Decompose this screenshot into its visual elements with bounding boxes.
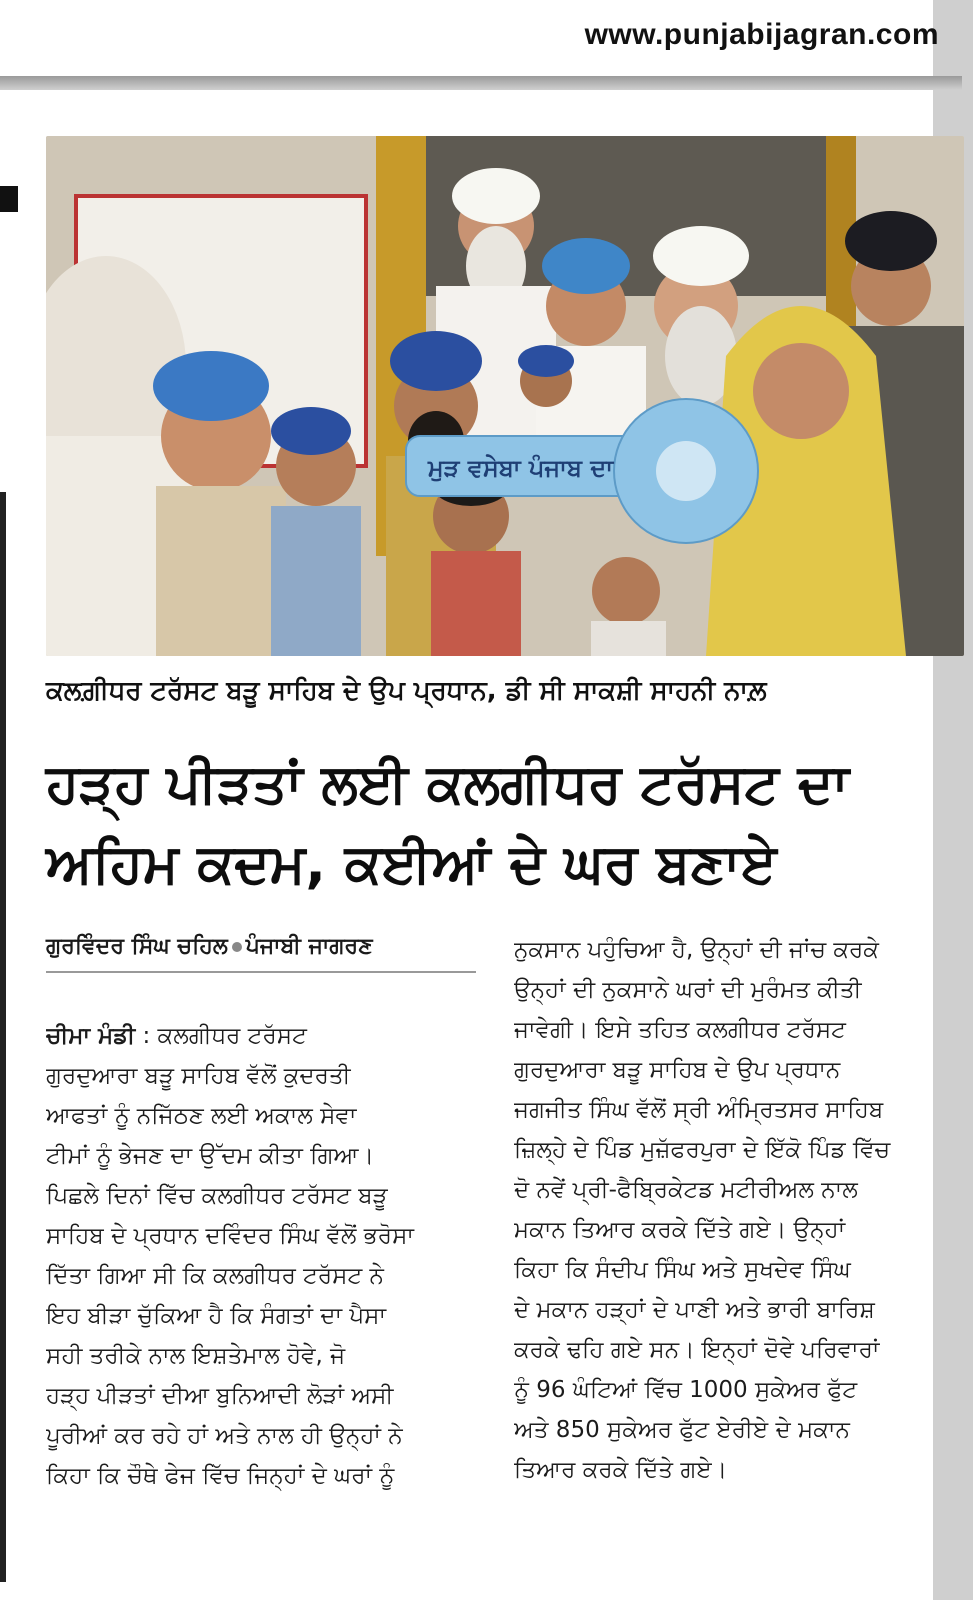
article-line: ਨੂੰ 96 ਘੰਟਿਆਂ ਵਿੱਚ 1000 ਸੁਕੇਅਰ ਫੁੱਟ <box>514 1377 858 1403</box>
article-line: ਅਤੇ 850 ਸੁਕੇਅਰ ਫੁੱਟ ਏਰੀਏ ਦੇ ਮਕਾਨ <box>514 1417 850 1443</box>
key-label: ਮੁੜ ਵਸੇਬਾ ਪੰਜਾਬ ਦਾ <box>428 454 614 482</box>
article-line: ਪੂਰੀਆਂ ਕਰ ਰਹੇ ਹਾਂ ਅਤੇ ਨਾਲ ਹੀ ਉਨ੍ਹਾਂ ਨੇ <box>46 1423 403 1449</box>
article-text: : ਕਲਗੀਧਰ ਟਰੱਸਟ <box>142 1023 307 1049</box>
headline-line-1: ਹੜ੍ਹ ਪੀੜਤਾਂ ਲਈ ਕਲਗੀਧਰ ਟਰੱਸਟ ਦਾ <box>46 752 849 815</box>
byline-separator <box>232 942 242 952</box>
article-line: ਕਿਹਾ ਕਿ ਚੌਥੇ ਫੇਜ ਵਿੱਚ ਜਿਨ੍ਹਾਂ ਦੇ ਘਰਾਂ ਨੂੰ <box>46 1463 395 1489</box>
headline <box>46 744 926 904</box>
article-line: ਜਗਜੀਤ ਸਿੰਘ ਵੱਲੋਂ ਸ੍ਰੀ ਅੰਮ੍ਰਿਤਸਰ ਸਾਹਿਬ <box>514 1097 884 1123</box>
article-line: ਗੁਰਦੁਆਰਾ ਬੜੂ ਸਾਹਿਬ ਦੇ ਉਪ ਪ੍ਰਧਾਨ <box>514 1057 841 1083</box>
byline <box>46 934 476 973</box>
article-line: ਇਹ ਬੀੜਾ ਚੁੱਕਿਆ ਹੈ ਕਿ ਸੰਗਤਾਂ ਦਾ ਪੈਸਾ <box>46 1303 387 1329</box>
article-line: ਪਿਛਲੇ ਦਿਨਾਂ ਵਿੱਚ ਕਲਗੀਧਰ ਟਰੱਸਟ ਬੜੂ <box>46 1183 388 1209</box>
article-line: ਮਕਾਨ ਤਿਆਰ ਕਰਕੇ ਦਿੱਤੇ ਗਏ। ਉਨ੍ਹਾਂ <box>514 1217 846 1243</box>
article-line: ਆਫਤਾਂ ਨੂੰ ਨਜਿੱਠਣ ਲਈ ਅਕਾਲ ਸੇਵਾ <box>46 1103 357 1129</box>
article-line: ਦੋ ਨਵੇਂ ਪ੍ਰੀ-ਫੈਬ੍ਰਿਕੇਟਡ ਮਟੀਰੀਅਲ ਨਾਲ <box>514 1177 858 1203</box>
byline-publication: ਪੰਜਾਬੀ ਜਾਗਰਣ <box>245 934 373 959</box>
article-line: ਕਿਹਾ ਕਿ ਸੰਦੀਪ ਸਿੰਘ ਅਤੇ ਸੁਖਦੇਵ ਸਿੰਘ <box>514 1257 851 1283</box>
photo-caption: ਕਲਗ਼ੀਧਰ ਟਰੱਸਟ ਬੜੂ ਸਾਹਿਬ ਦੇ ਉਪ ਪ੍ਰਧਾਨ, ਡੀ ਸੀ ਸਾਕਸ਼ੀ ਸਾਹਨੀ ਨਾਲ਼ <box>46 676 767 706</box>
article-line: ਟੀਮਾਂ ਨੂੰ ਭੇਜਣ ਦਾ ਉੱਦਮ ਕੀਤਾ ਗਿਆ। <box>46 1143 375 1169</box>
article-line: ਤਿਆਰ ਕਰਕੇ ਦਿੱਤੇ ਗਏ। <box>514 1457 728 1483</box>
article-column-right <box>514 930 946 1490</box>
article-line: ਨੁਕਸਾਨ ਪਹੁੰਚਿਆ ਹੈ, ਉਨ੍ਹਾਂ ਦੀ ਜਾਂਚ ਕਰਕੇ <box>514 937 879 963</box>
left-column-bar <box>0 492 6 1582</box>
article-line: ਸਹੀ ਤਰੀਕੇ ਨਾਲ ਇਸ਼ਤੇਮਾਲ ਹੋਵੇ, ਜੋ <box>46 1343 346 1369</box>
site-url[interactable]: www.punjabijagran.com <box>584 18 939 51</box>
article-column-left <box>46 1016 478 1496</box>
top-rule <box>0 76 962 90</box>
article-line: ਦੇ ਮਕਾਨ ਹੜ੍ਹਾਂ ਦੇ ਪਾਣੀ ਅਤੇ ਭਾਰੀ ਬਾਰਿਸ਼ <box>514 1297 875 1323</box>
article-line: ਦਿੱਤਾ ਗਿਆ ਸੀ ਕਿ ਕਲਗੀਧਰ ਟਰੱਸਟ ਨੇ <box>46 1263 384 1289</box>
article-line: ਜ਼ਿਲ੍ਹੇ ਦੇ ਪਿੰਡ ਮੁਜ਼ੱਫਰਪੁਰਾ ਦੇ ਇੱਕੋ ਪਿੰਡ ਵਿੱਚ <box>514 1137 891 1163</box>
article-line: ਸਾਹਿਬ ਦੇ ਪ੍ਰਧਾਨ ਦਵਿੰਦਰ ਸਿੰਘ ਵੱਲੋਂ ਭਰੋਸਾ <box>46 1223 414 1249</box>
article-line: ਕਰਕੇ ਢਹਿ ਗਏ ਸਨ। ਇਨ੍ਹਾਂ ਦੋਵੇ ਪਰਿਵਾਰਾਂ <box>514 1337 880 1363</box>
dateline: ਚੀਮਾ ਮੰਡੀ <box>46 1023 136 1049</box>
news-photo <box>46 136 964 656</box>
byline-author: ਗੁਰਵਿੰਦਰ ਸਿੰਘ ਚਹਿਲ <box>46 934 228 959</box>
article-line: ਉਨ੍ਹਾਂ ਦੀ ਨੁਕਸਾਨੇ ਘਰਾਂ ਦੀ ਮੁਰੰਮਤ ਕੀਤੀ <box>514 977 862 1003</box>
article-line <box>46 1016 478 1056</box>
news-photo-illustration <box>46 136 964 656</box>
left-column-mark <box>0 186 18 212</box>
article-line: ਹੜ੍ਹ ਪੀੜਤਾਂ ਦੀਆ ਬੁਨਿਆਦੀ ਲੋੜਾਂ ਅਸੀ <box>46 1383 394 1409</box>
article-line: ਗੁਰਦੁਆਰਾ ਬੜੂ ਸਾਹਿਬ ਵੱਲੋਂ ਕੁਦਰਤੀ <box>46 1063 351 1089</box>
headline-line-2: ਅਹਿਮ ਕਦਮ, ਕਈਆਂ ਦੇ ਘਰ ਬਣਾਏ <box>46 832 777 895</box>
article-line: ਜਾਵੇਗੀ। ਇਸੇ ਤਹਿਤ ਕਲਗੀਧਰ ਟਰੱਸਟ <box>514 1017 846 1043</box>
